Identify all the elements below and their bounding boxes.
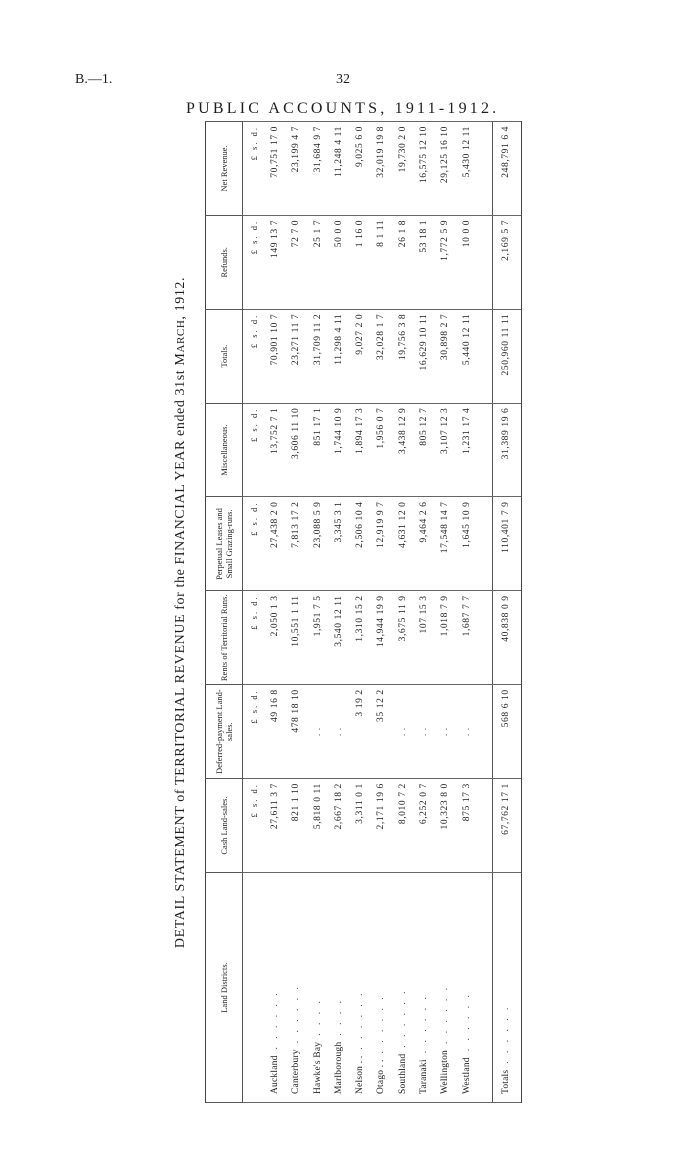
misc-cell: 851 17 1 [308, 403, 329, 497]
cash-cell: 67,762 17 1 [492, 779, 521, 873]
table-row [286, 122, 307, 1103]
rents-cell: 40,838 0 9 [492, 591, 521, 685]
rents-cell: 1,687 7 7 [457, 591, 478, 685]
leader-dots: . . . . . . [397, 988, 408, 1048]
net-cell: 19,730 2 0 [393, 122, 414, 216]
spacer-row [478, 122, 493, 1103]
district-cell [350, 873, 371, 1103]
misc-cell: 1,744 10 9 [329, 403, 350, 497]
cash-cell: 27,611 3 7 [265, 779, 286, 873]
units-cell: £ s. d. [243, 122, 266, 216]
totals-cell: 30,898 2 7 [435, 309, 456, 403]
units-cell: £ s. d. [243, 497, 266, 591]
col-header-rents: Rents of Territorial Runs. [206, 591, 243, 685]
misc-cell: 805 12 7 [414, 403, 435, 497]
leader-dots: . . . . [333, 998, 344, 1036]
cash-cell: 10,323 8 0 [435, 779, 456, 873]
leader-dots: . . . . [312, 998, 323, 1036]
statement-title-end: , 1912. [173, 276, 188, 320]
net-cell: 31,684 9 7 [308, 122, 329, 216]
refunds-cell: 1,772 5 9 [435, 215, 456, 309]
cash-cell: 8,010 7 2 [393, 779, 414, 873]
table-row [393, 122, 414, 1103]
statement-title-smallcaps: ARCH [175, 319, 187, 353]
perpetual-cell: 1,645 10 9 [457, 497, 478, 591]
totals-cell: 23,271 11 7 [286, 309, 307, 403]
leader-dots: . . . . . . [269, 990, 280, 1050]
totals-cell: 250,960 11 11 [492, 309, 521, 403]
rents-cell: 2,050 1 3 [265, 591, 286, 685]
cash-cell: 2,667 18 2 [329, 779, 350, 873]
misc-cell: 3,107 12 3 [435, 403, 456, 497]
deferred-cell: . . [329, 685, 350, 779]
table-row [414, 122, 435, 1103]
net-cell: 16,575 12 10 [414, 122, 435, 216]
refunds-cell: 72 7 0 [286, 215, 307, 309]
misc-cell: 3,606 11 10 [286, 403, 307, 497]
rents-cell: 3,675 11 9 [393, 591, 414, 685]
refunds-cell: 10 0 0 [457, 215, 478, 309]
col-header-cash-land-sales: Cash Land-sales. [206, 779, 243, 873]
rents-cell: 1,310 15 2 [350, 591, 371, 685]
deferred-cell: 478 18 10 [286, 685, 307, 779]
statement-title-main: DETAIL STATEMENT of TERRITORIAL REVENUE for the FINANCIAL YEAR ended 31st M [173, 352, 188, 949]
misc-cell: 31,389 19 6 [492, 403, 521, 497]
spacer-cell [478, 403, 493, 497]
units-cell: £ s. d. [243, 779, 266, 873]
spacer-cell [478, 122, 493, 216]
cash-cell: 5,818 0 11 [308, 779, 329, 873]
perpetual-cell: 12,919 9 7 [371, 497, 392, 591]
misc-cell: 3,438 12 9 [393, 403, 414, 497]
deferred-cell: . . [457, 685, 478, 779]
cash-cell: 821 1 10 [286, 779, 307, 873]
spacer-cell [478, 873, 493, 1103]
units-cell: £ s. d. [243, 591, 266, 685]
spacer-cell [478, 497, 493, 591]
deferred-cell: 49 16 8 [265, 685, 286, 779]
rents-cell: 1,018 7 9 [435, 591, 456, 685]
spacer-cell [478, 215, 493, 309]
refunds-cell: 2,169 5 7 [492, 215, 521, 309]
district-name: Marlborough [333, 1041, 344, 1094]
cash-cell: 3,311 0 1 [350, 779, 371, 873]
refunds-cell: 53 18 1 [414, 215, 435, 309]
rotated-statement [173, 122, 528, 1103]
refunds-cell: 26 1 8 [393, 215, 414, 309]
col-header-deferred-payment: Deferred-payment Land-sales. [206, 685, 243, 779]
totals-cell: 70,901 10 7 [265, 309, 286, 403]
deferred-cell: 35 12 2 [371, 685, 392, 779]
refunds-cell: 25 1 7 [308, 215, 329, 309]
deferred-cell: . . [435, 685, 456, 779]
table-row [265, 122, 286, 1103]
deferred-cell: 568 6 10 [492, 685, 521, 779]
perpetual-cell: 7,813 17 2 [286, 497, 307, 591]
table-header-row [206, 122, 243, 1103]
perpetual-cell: 17,548 14 7 [435, 497, 456, 591]
district-name: Auckland [269, 1055, 280, 1094]
district-name: Taranaki [419, 1059, 430, 1094]
table-row [435, 122, 456, 1103]
units-row [243, 122, 266, 1103]
refunds-cell: 50 0 0 [329, 215, 350, 309]
perpetual-cell: 4,631 12 0 [393, 497, 414, 591]
cash-cell: 875 17 3 [457, 779, 478, 873]
perpetual-cell: 9,464 2 6 [414, 497, 435, 591]
district-cell [457, 873, 478, 1103]
units-cell-empty [243, 873, 266, 1103]
table-row [371, 122, 392, 1103]
perpetual-cell: 110,401 7 9 [492, 497, 521, 591]
totals-cell: 16,629 10 11 [414, 309, 435, 403]
perpetual-cell: 23,088 5 9 [308, 497, 329, 591]
col-header-miscellaneous: Miscellaneous. [206, 403, 243, 497]
totals-cell: 9,027 2 0 [350, 309, 371, 403]
page-number: 32 [336, 72, 350, 87]
spacer-cell [478, 779, 493, 873]
col-header-land-districts: Land Districts. [206, 873, 243, 1103]
district-name: Hawke's Bay [312, 1041, 323, 1094]
district-cell [286, 873, 307, 1103]
spacer-cell [478, 591, 493, 685]
units-cell: £ s. d. [243, 215, 266, 309]
district-name: Canterbury [291, 1049, 302, 1094]
col-header-totals: Totals. [206, 309, 243, 403]
cash-cell: 2,171 19 6 [371, 779, 392, 873]
misc-cell: 1,231 17 4 [457, 403, 478, 497]
perpetual-cell: 27,438 2 0 [265, 497, 286, 591]
units-cell: £ s. d. [243, 403, 266, 497]
leader-dots: . . . . . . [376, 994, 387, 1054]
table-row [350, 122, 371, 1103]
deferred-cell: 3 19 2 [350, 685, 371, 779]
rents-cell: 3,540 12 11 [329, 591, 350, 685]
district-name: Wellington [440, 1050, 451, 1094]
net-cell: 248,791 6 4 [492, 122, 521, 216]
leader-dots: . . . . . . [291, 984, 302, 1044]
units-cell: £ s. d. [243, 309, 266, 403]
net-cell: 11,248 4 11 [329, 122, 350, 216]
misc-cell: 1,956 0 7 [371, 403, 392, 497]
totals-cell: 5,440 12 11 [457, 309, 478, 403]
leader-dots: . . . . . . [419, 994, 430, 1054]
totals-cell: 32,028 1 7 [371, 309, 392, 403]
totals-cell: 31,709 11 2 [308, 309, 329, 403]
col-header-refunds: Refunds. [206, 215, 243, 309]
perpetual-cell: 3,345 3 1 [329, 497, 350, 591]
district-cell [414, 873, 435, 1103]
net-cell: 23,199 4 7 [286, 122, 307, 216]
page-title: PUBLIC ACCOUNTS, 1911-1912. [186, 100, 500, 117]
table-row [457, 122, 478, 1103]
col-header-net-revenue: Net Revenue. [206, 122, 243, 216]
totals-cell: 11,298 4 11 [329, 309, 350, 403]
net-cell: 32,019 19 8 [371, 122, 392, 216]
district-name: Otago . . [376, 1059, 387, 1094]
totals-cell: 19,756 3 8 [393, 309, 414, 403]
statement-title [173, 122, 189, 1103]
net-cell: 5,430 12 11 [457, 122, 478, 216]
net-cell: 9,025 6 0 [350, 122, 371, 216]
page-identifier: B.—1. [75, 72, 113, 87]
district-cell [393, 873, 414, 1103]
units-cell: £ s. d. [243, 685, 266, 779]
district-cell [265, 873, 286, 1103]
spacer-cell [478, 685, 493, 779]
district-cell [329, 873, 350, 1103]
rents-cell: 10,551 1 11 [286, 591, 307, 685]
deferred-cell: . . [393, 685, 414, 779]
district-name: Totals [501, 1069, 512, 1094]
district-cell [492, 873, 521, 1103]
district-name: Southland [397, 1053, 408, 1094]
rents-cell: 1,951 7 5 [308, 591, 329, 685]
net-cell: 70,751 17 0 [265, 122, 286, 216]
table-row [329, 122, 350, 1103]
district-cell [435, 873, 456, 1103]
revenue-table [205, 121, 522, 1103]
rents-cell: 107 15 3 [414, 591, 435, 685]
deferred-cell: . . [414, 685, 435, 779]
rents-cell: 14,944 19 9 [371, 591, 392, 685]
refunds-cell: 8 1 11 [371, 215, 392, 309]
totals-row [492, 122, 521, 1103]
leader-dots: . . . . . . [501, 1004, 512, 1064]
net-cell: 29,125 16 10 [435, 122, 456, 216]
table-row [308, 122, 329, 1103]
deferred-cell: . . [308, 685, 329, 779]
refunds-cell: 149 13 7 [265, 215, 286, 309]
district-cell [371, 873, 392, 1103]
misc-cell: 13,752 7 1 [265, 403, 286, 497]
spacer-cell [478, 309, 493, 403]
district-name: Westland [461, 1057, 472, 1094]
perpetual-cell: 2,506 10 4 [350, 497, 371, 591]
district-name: Nelson . . [355, 1055, 366, 1094]
refunds-cell: 1 16 0 [350, 215, 371, 309]
leader-dots: . . . . . . [461, 992, 472, 1052]
col-header-perpetual-leases: Perpetual Leases and Small Grazing-runs. [206, 497, 243, 591]
misc-cell: 1,894 17 3 [350, 403, 371, 497]
cash-cell: 6,252 0 7 [414, 779, 435, 873]
leader-dots: . . . . . . [355, 990, 366, 1050]
district-cell [308, 873, 329, 1103]
leader-dots: . . . . . . [440, 984, 451, 1045]
